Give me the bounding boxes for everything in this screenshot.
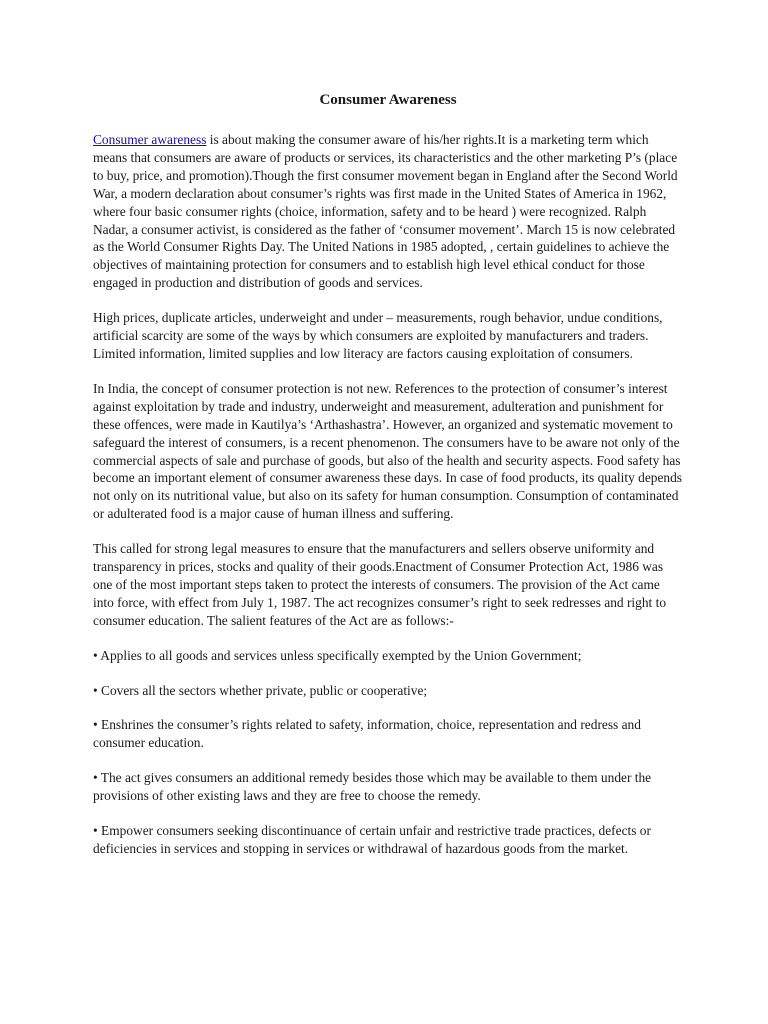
- paragraph-exploitation: High prices, duplicate articles, underweight and under – measurements, rough behavior, undue conditions, artificial scarcity are some of the ways by which consumers are exploited by manufacturers and traders. Limited information, limited supplies and low literacy are factors causing exploitation of consumers.: [93, 310, 663, 361]
- bullet-item: • The act gives consumers an additional remedy besides those which may be available to them under the provisions of other existing laws and they are free to choose the remedy.: [93, 770, 652, 804]
- intro-paragraph: [93, 131, 683, 292]
- document-page: [93, 92, 683, 875]
- bullet-item: • Empower consumers seeking discontinuance of certain unfair and restrictive trade practices, defects or deficiencies in services and stopping in services or withdrawal of hazardous goods from the market.: [93, 823, 651, 856]
- bullet-item: • Covers all the sectors whether private, public or cooperative;: [93, 682, 428, 698]
- bullet-item: • Enshrines the consumer’s rights related to safety, information, choice, representation and redress and consumer education.: [93, 717, 641, 751]
- bullet-item: • Applies to all goods and services unless specifically exempted by the Union Government;: [93, 647, 582, 663]
- paragraph-legal-measures: This called for strong legal measures to ensure that the manufacturers and sellers observe uniformity and transparency in prices, stocks and quality of their goods.Enactment of Consumer Protection Act, 1986 was one of the most important steps taken to protect the interests of consumers. The provision of the Act came into force, with effect from July 1, 1987. The act recognizes consumer’s right to seek redresses and right to consumer education. The salient features of the Act are as follows:-: [93, 541, 667, 628]
- paragraph-india-history: In India, the concept of consumer protection is not new. References to the protection of consumer’s interest against exploitation by trade and industry, underweight and measurement, adulteration and punishment for these offences, were made in Kautilya’s ‘Arthashastra’. However, an organized and systematic movement to safeguard the interest of consumers, is a recent phenomenon. The consumers have to be aware not only of the commercial aspects of sale and purchase of goods, but also of the health and security aspects. Food safety has become an important element of consumer awareness these days. In case of food products, its quality depends not only on its nutritional value, but also on its safety for human consumption. Consumption of contaminated or adulterated food is a major cause of human illness and suffering.: [93, 380, 683, 522]
- intro-text: is about making the consumer aware of his/her rights.It is a marketing term which means that consumers are aware of products or services, its characteristics and the other marketing P’s (place to buy, price, and promotion).Though the first consumer movement began in England after the Second World War, a modern declaration about consumer’s rights was first made in the United States of America in 1962, where four basic consumer rights (choice, information, safety and to be heard ) were recognized. Ralph Nadar, a consumer activist, is considered as the father of ‘consumer movement’. March 15 is now celebrated as the World Consumer Rights Day. The United Nations in 1985 adopted, , certain guidelines to achieve the objectives of maintaining protection for consumers and to establish high level ethical conduct for those engaged in production and distribution of goods and services.: [93, 132, 678, 291]
- document-title: Consumer Awareness: [319, 92, 457, 108]
- consumer-awareness-link[interactable]: Consumer awareness: [93, 132, 207, 147]
